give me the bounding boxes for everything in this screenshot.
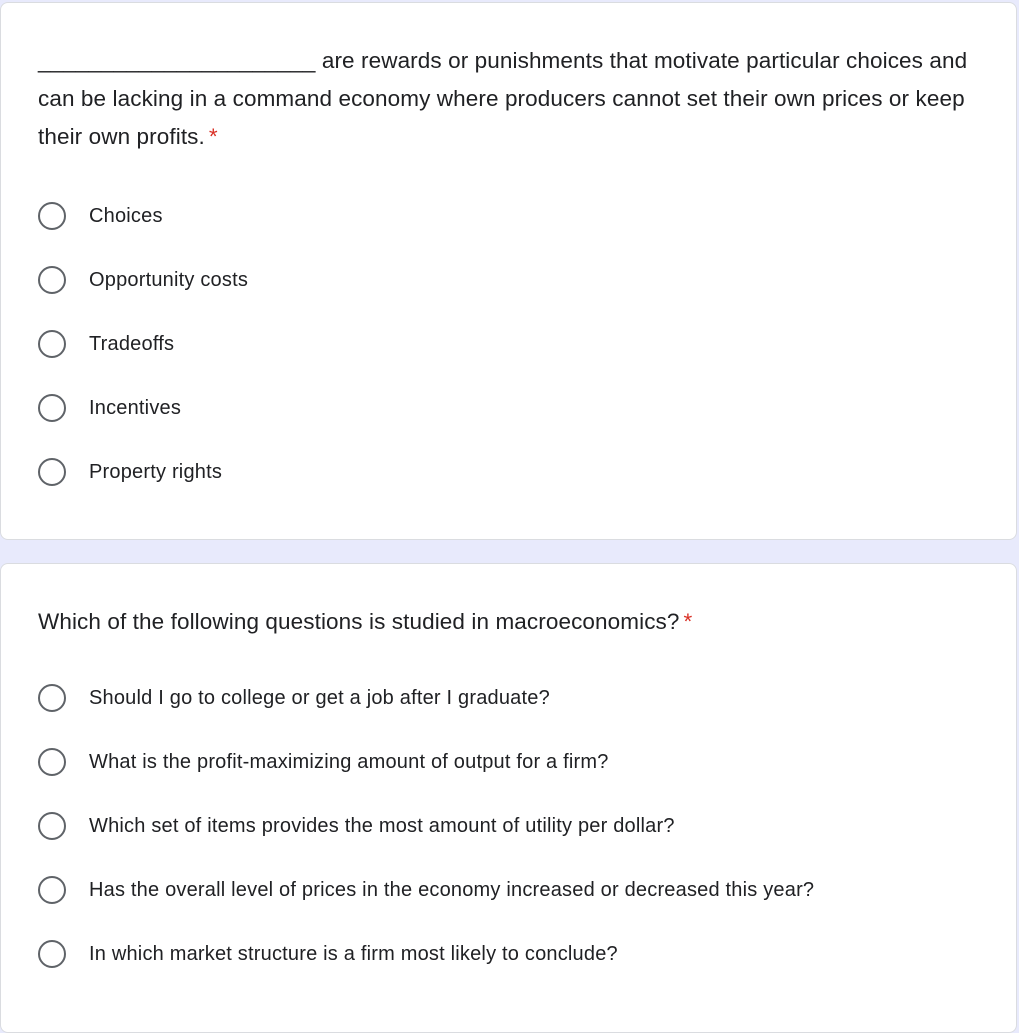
question-text-2: Which of the following questions is studied in macroeconomics? [38, 609, 680, 634]
radio-button[interactable] [38, 458, 66, 486]
radio-button[interactable] [38, 202, 66, 230]
option-property-rights[interactable] [38, 456, 222, 488]
option-label: Should I go to college or get a job after I graduate? [89, 686, 550, 709]
option-overall-price-level[interactable] [38, 874, 814, 906]
option-label: Has the overall level of prices in the economy increased or decreased this year? [89, 878, 815, 901]
option-label: Incentives [89, 396, 182, 419]
question-title-1 [38, 42, 988, 156]
option-label: Tradeoffs [89, 332, 175, 355]
question-text-1: ______________________ are rewards or punishments that motivate particular choices and can be lacking in a command economy where producers cannot set their own prices or keep their own profits. [38, 48, 968, 149]
option-label: Choices [89, 204, 163, 227]
option-label: Property rights [89, 460, 223, 483]
option-incentives[interactable] [38, 392, 181, 424]
option-choices[interactable] [38, 200, 163, 232]
option-utility-per-dollar[interactable] [38, 810, 675, 842]
question-card-1 [0, 2, 1017, 540]
radio-button[interactable] [38, 812, 66, 840]
option-tradeoffs[interactable] [38, 328, 174, 360]
option-label: Which set of items provides the most amount of utility per dollar? [89, 814, 675, 837]
required-asterisk-1: * [208, 124, 218, 149]
option-label: In which market structure is a firm most likely to conclude? [89, 942, 618, 965]
radio-button[interactable] [38, 266, 66, 294]
radio-button[interactable] [38, 330, 66, 358]
option-label: What is the profit-maximizing amount of output for a firm? [89, 750, 609, 773]
question-card-2 [0, 563, 1017, 1033]
required-asterisk-2: * [683, 609, 693, 634]
radio-button[interactable] [38, 748, 66, 776]
option-label: Opportunity costs [89, 268, 249, 291]
radio-button[interactable] [38, 876, 66, 904]
option-college-or-job[interactable] [38, 682, 550, 714]
radio-button[interactable] [38, 940, 66, 968]
question-title-2 [38, 603, 988, 641]
option-profit-maximizing[interactable] [38, 746, 609, 778]
option-market-structure[interactable] [38, 938, 618, 970]
radio-button[interactable] [38, 394, 66, 422]
radio-button[interactable] [38, 684, 66, 712]
option-opportunity-costs[interactable] [38, 264, 248, 296]
